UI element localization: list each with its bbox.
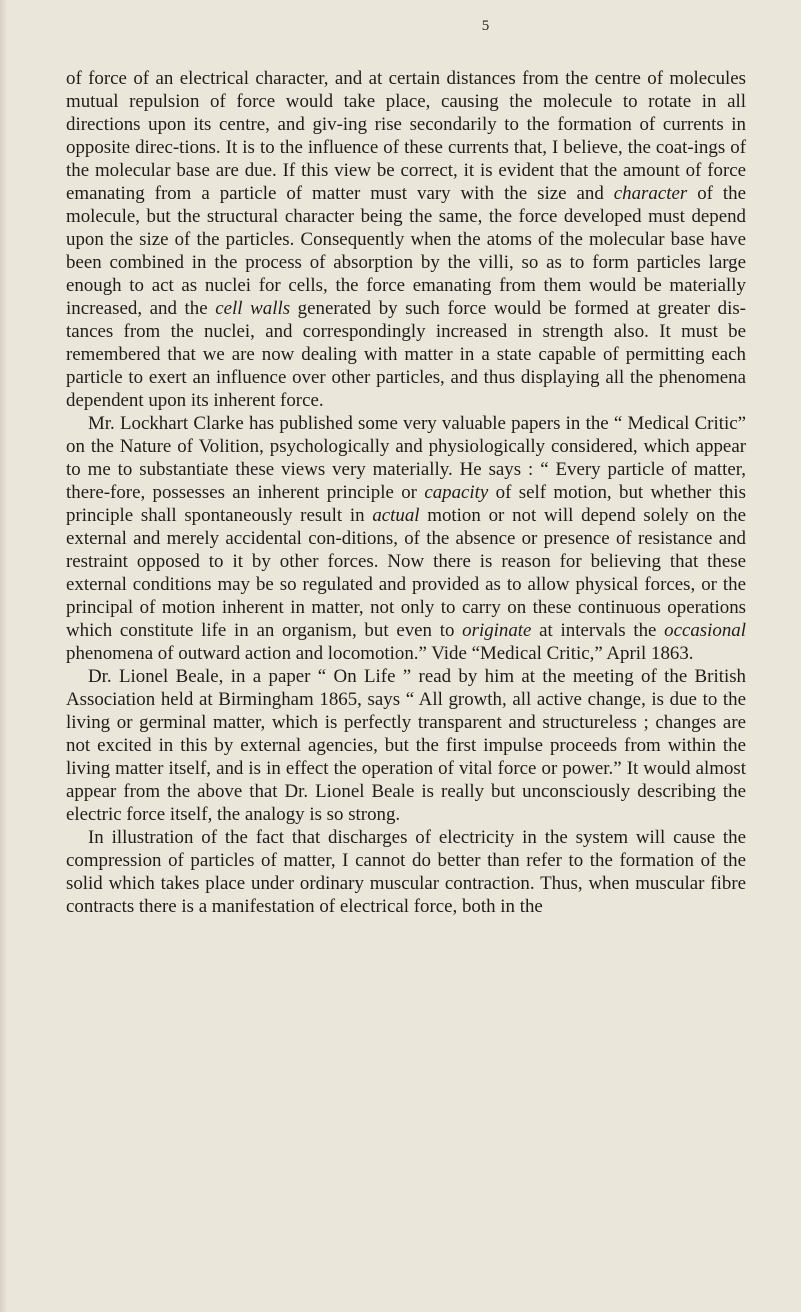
italic-text: actual bbox=[372, 505, 420, 526]
body-text bbox=[66, 67, 746, 918]
paragraph-p3 bbox=[66, 665, 746, 826]
text-run: of the molecule, but the structural character being the same, the force developed must depend upon the size of the particles. Consequently when the atoms of the molecular base have been combined in the process of absorption by the villi, so as to form particles large enough to act as nuclei for cells, the force emanating from them would be materially increased, and the bbox=[66, 183, 746, 319]
text-run: generated by such force would be formed at greater dis-tances from the nuclei, and correspondingly increased in strength also. It must be remembered that we are now dealing with matter in a state capable of permitting each particle to exert an influence over other particles, and thus displaying all the phenomena dependent upon its inherent force. bbox=[66, 298, 746, 411]
text-run: at intervals the bbox=[531, 620, 665, 641]
italic-text: cell walls bbox=[215, 298, 291, 319]
paragraph-p1 bbox=[66, 67, 746, 412]
paragraph-p2 bbox=[66, 412, 746, 665]
text-run: In illustration of the fact that discharges of electricity in the system will cause the compression of particles of matter, I cannot do better than refer to the formation of the solid which takes place under ordinary muscular contraction. Thus, when muscular fibre contracts there is a manifestation of electrical force, both in the bbox=[66, 827, 746, 917]
text-run: Mr. Lockhart Clarke has published some very valuable papers in the “ Medical Critic” on the Nature of Volition, psychologically and physiologically considered, which appear to me to substantiate these views very materially. He says : “ Every particle of matter, there-fore, possesses an inherent principle or bbox=[66, 413, 746, 503]
text-run: of force of an electrical character, and at certain distances from the centre of molecules mutual repulsion of force would take place, causing the molecule to rotate in all directions upon its centre, and giv-ing rise secondarily to the formation of currents in opposite direc-tions. It is to the influence of these currents that, I believe, the coat-ings of the molecular base are due. If this view be correct, it is evident that the amount of force emanating from a particle of matter must vary with the size and bbox=[66, 68, 746, 204]
italic-text: capacity bbox=[424, 482, 489, 503]
page-binding-shadow bbox=[0, 0, 8, 1312]
italic-text: character bbox=[613, 183, 688, 204]
text-run: motion or not will depend solely on the external and merely accidental con-ditions, of the absence or presence of resistance and restraint opposed to it by other forces. Now there is reason for believing that these external conditions may be so regulated and provided as to allow physical forces, or the principal of motion inherent in matter, not only to carry on these continuous operations which constitute life in an organism, but even to bbox=[66, 505, 746, 641]
page-number: 5 bbox=[481, 18, 490, 34]
paragraph-p4 bbox=[66, 826, 746, 918]
text-run: of self motion, but whether this principle shall spontaneously result in bbox=[66, 482, 746, 526]
italic-text: originate bbox=[462, 620, 532, 641]
text-run: Dr. Lionel Beale, in a paper “ On Life ” read by him at the meeting of the British Association held at Birmingham 1865, says “ All growth, all active change, is due to the living or germinal matter, which is perfectly transparent and structureless ; changes are not excited in this by external agencies, but the first impulse proceeds from within the living matter itself, and is in effect the operation of vital force or power.” It would almost appear from the above that Dr. Lionel Beale is really but unconsciously describing the electric force itself, the analogy is so strong. bbox=[66, 666, 746, 825]
text-run: phenomena of outward action and locomotion.” Vide “Medical Critic,” April 1863. bbox=[66, 643, 694, 664]
italic-text: occasional bbox=[664, 620, 746, 641]
